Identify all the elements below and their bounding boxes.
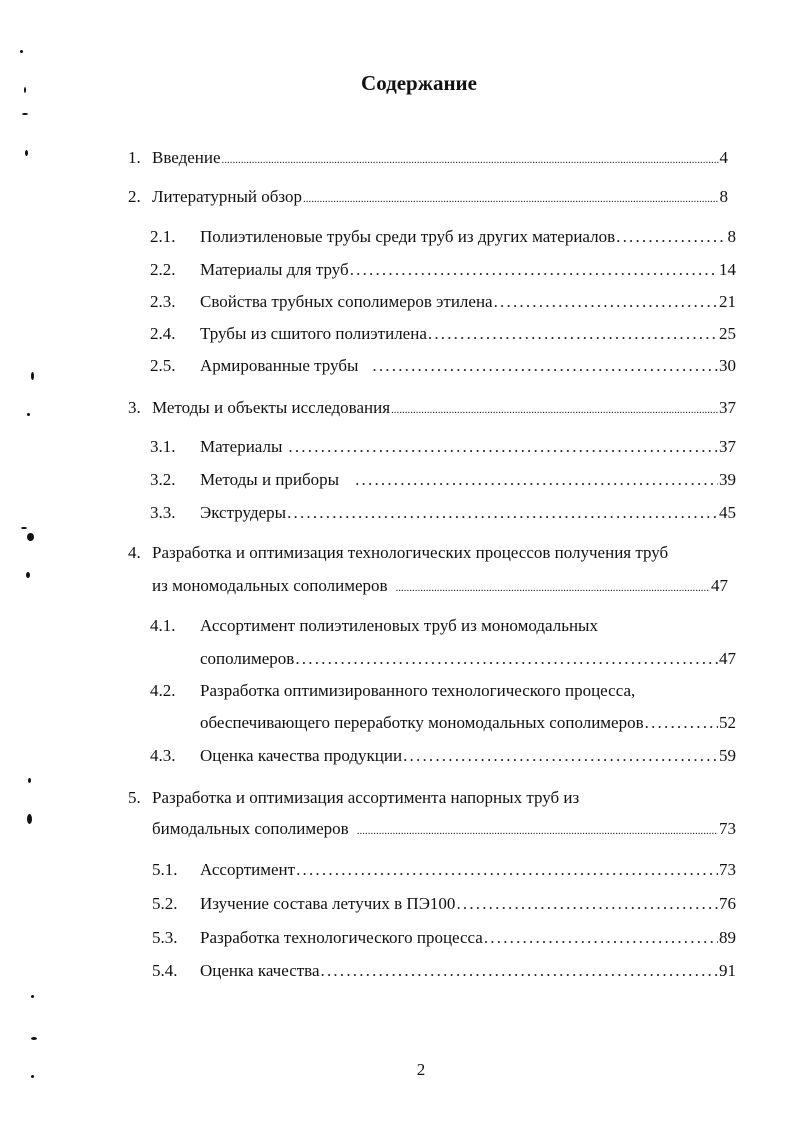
toc-number: 3.2. — [150, 470, 176, 489]
toc-entry-3[interactable] — [128, 397, 736, 421]
toc-entry-5-1[interactable] — [152, 859, 736, 881]
toc-entry-4-continuation[interactable] — [152, 575, 728, 599]
dot-leader — [494, 291, 718, 313]
dot-leader — [403, 745, 718, 767]
toc-page: 37 — [719, 437, 736, 456]
dot-leader — [295, 648, 718, 670]
toc-page: 76 — [719, 894, 736, 913]
toc-number: 3. — [128, 398, 141, 417]
toc-entry-1[interactable] — [128, 147, 728, 171]
dot-leader — [372, 355, 718, 377]
scan-speck — [27, 533, 34, 541]
toc-page: 91 — [719, 961, 736, 980]
dot-leader — [296, 859, 718, 881]
toc-page: 52 — [719, 713, 736, 732]
toc-text: Трубы из сшитого полиэтилена — [200, 324, 427, 343]
toc-number: 2.5. — [150, 356, 176, 375]
toc-entry-5-continuation[interactable] — [152, 818, 736, 842]
toc-page: 59 — [719, 746, 736, 765]
toc-entry-2-2[interactable] — [150, 259, 736, 281]
toc-text: Методы и приборы — [200, 470, 340, 489]
toc-text: сополимеров — [200, 649, 295, 668]
toc-text: из мономодальных сополимеров — [152, 576, 388, 595]
scan-speck — [31, 372, 34, 380]
toc-page: 4 — [719, 148, 728, 167]
toc-text: Полиэтиленовые трубы среди труб из других материалов — [200, 227, 616, 246]
toc-page: 89 — [719, 928, 736, 947]
dot-leader — [396, 575, 710, 599]
toc-text: Методы и объекты исследования — [152, 398, 391, 417]
scan-speck — [31, 1037, 37, 1040]
scan-speck — [31, 1075, 34, 1078]
toc-entry-5-2[interactable] — [152, 893, 736, 915]
dot-leader — [355, 469, 718, 491]
toc-page: 25 — [719, 324, 736, 343]
dot-leader — [303, 186, 718, 210]
dot-leader — [287, 502, 718, 524]
dot-leader — [357, 818, 718, 842]
toc-page: 21 — [719, 292, 736, 311]
toc-number: 5. — [128, 788, 141, 807]
toc-text: Изучение состава летучих в ПЭ100 — [200, 894, 456, 913]
toc-page: 47 — [719, 649, 736, 668]
toc-text: Разработка и оптимизация ассортимента напорных труб из — [152, 788, 580, 807]
toc-page: 73 — [719, 860, 736, 879]
toc-entry-2-5[interactable] — [150, 355, 736, 377]
dot-leader — [321, 960, 718, 982]
toc-number: 2.4. — [150, 324, 176, 343]
scan-speck — [25, 150, 28, 156]
scan-speck — [31, 995, 34, 998]
toc-page: 45 — [719, 503, 736, 522]
toc-text: Разработка технологического процесса — [200, 928, 483, 947]
toc-page: 47 — [711, 576, 728, 595]
toc-entry-4-2-continuation[interactable] — [200, 712, 736, 734]
toc-page: 14 — [719, 260, 736, 279]
toc-text: Разработка и оптимизация технологических процессов получения труб — [152, 543, 669, 562]
toc-number: 2. — [128, 187, 141, 206]
toc-text: Введение — [152, 148, 221, 167]
toc-entry-2[interactable] — [128, 186, 728, 210]
toc-text: Армированные трубы — [200, 356, 359, 375]
scan-speck — [21, 527, 27, 529]
dot-leader — [350, 259, 718, 281]
toc-entry-4-3[interactable] — [150, 745, 736, 767]
dot-leader — [222, 147, 719, 171]
toc-text: Экструдеры — [200, 503, 287, 522]
page-number: 2 — [416, 1060, 426, 1079]
toc-entry-4[interactable] — [128, 542, 736, 564]
scan-speck — [22, 113, 28, 115]
scan-speck — [26, 572, 30, 578]
toc-entry-5-4[interactable] — [152, 960, 736, 982]
toc-text: Свойства трубных сополимеров этилена — [200, 292, 493, 311]
toc-number: 1. — [128, 148, 141, 167]
dot-leader — [616, 226, 726, 248]
toc-text: обеспечивающего переработку мономодальных сополимеров — [200, 713, 644, 732]
toc-page: 30 — [719, 356, 736, 375]
toc-text: Оценка качества — [200, 961, 320, 980]
toc-number: 4.3. — [150, 746, 176, 765]
scan-speck — [24, 87, 26, 93]
dot-leader — [428, 323, 718, 345]
toc-entry-2-4[interactable] — [150, 323, 736, 345]
toc-number: 4.2. — [150, 681, 176, 700]
toc-page: 73 — [719, 819, 736, 838]
page-title: Содержание — [361, 71, 477, 95]
toc-entry-5-3[interactable] — [152, 927, 736, 949]
toc-entry-3-1[interactable] — [150, 436, 736, 458]
toc-number: 3.1. — [150, 437, 176, 456]
toc-page: 39 — [719, 470, 736, 489]
dot-leader — [288, 436, 718, 458]
toc-entry-4-1[interactable] — [150, 615, 736, 637]
toc-entry-4-1-continuation[interactable] — [200, 648, 736, 670]
toc-entry-3-3[interactable] — [150, 502, 736, 524]
toc-number: 2.3. — [150, 292, 176, 311]
toc-page: 8 — [727, 227, 736, 246]
toc-number: 3.3. — [150, 503, 176, 522]
toc-text: Ассортимент — [200, 860, 296, 879]
toc-text: Литературный обзор — [152, 187, 303, 206]
scan-speck — [27, 814, 32, 824]
scan-speck — [28, 778, 31, 783]
toc-entry-5[interactable] — [128, 787, 736, 809]
scan-speck — [27, 413, 30, 416]
toc-page: 37 — [719, 398, 736, 417]
toc-text: Ассортимент полиэтиленовых труб из мономодальных — [200, 616, 598, 635]
scan-speck — [20, 50, 23, 53]
dot-leader — [456, 893, 718, 915]
toc-number: 5.4. — [152, 961, 178, 980]
toc-number: 2.1. — [150, 227, 176, 246]
toc-text: бимодальных сополимеров — [152, 819, 349, 838]
toc-text: Оценка качества продукции — [200, 746, 403, 765]
toc-text: Материалы — [200, 437, 283, 456]
toc-text: Разработка оптимизированного технологического процесса, — [200, 681, 636, 700]
toc-number: 5.2. — [152, 894, 178, 913]
toc-number: 5.3. — [152, 928, 178, 947]
toc-entry-3-2[interactable] — [150, 469, 736, 491]
toc-entry-4-2[interactable] — [150, 680, 736, 702]
toc-text: Материалы для труб — [200, 260, 349, 279]
toc-number: 2.2. — [150, 260, 176, 279]
toc-entry-2-3[interactable] — [150, 291, 736, 313]
toc-entry-2-1[interactable] — [150, 226, 736, 248]
toc-number: 4.1. — [150, 616, 176, 635]
dot-leader — [391, 397, 718, 421]
toc-number: 5.1. — [152, 860, 178, 879]
dot-leader — [645, 712, 718, 734]
toc-page: 8 — [719, 187, 728, 206]
toc-number: 4. — [128, 543, 141, 562]
dot-leader — [484, 927, 718, 949]
